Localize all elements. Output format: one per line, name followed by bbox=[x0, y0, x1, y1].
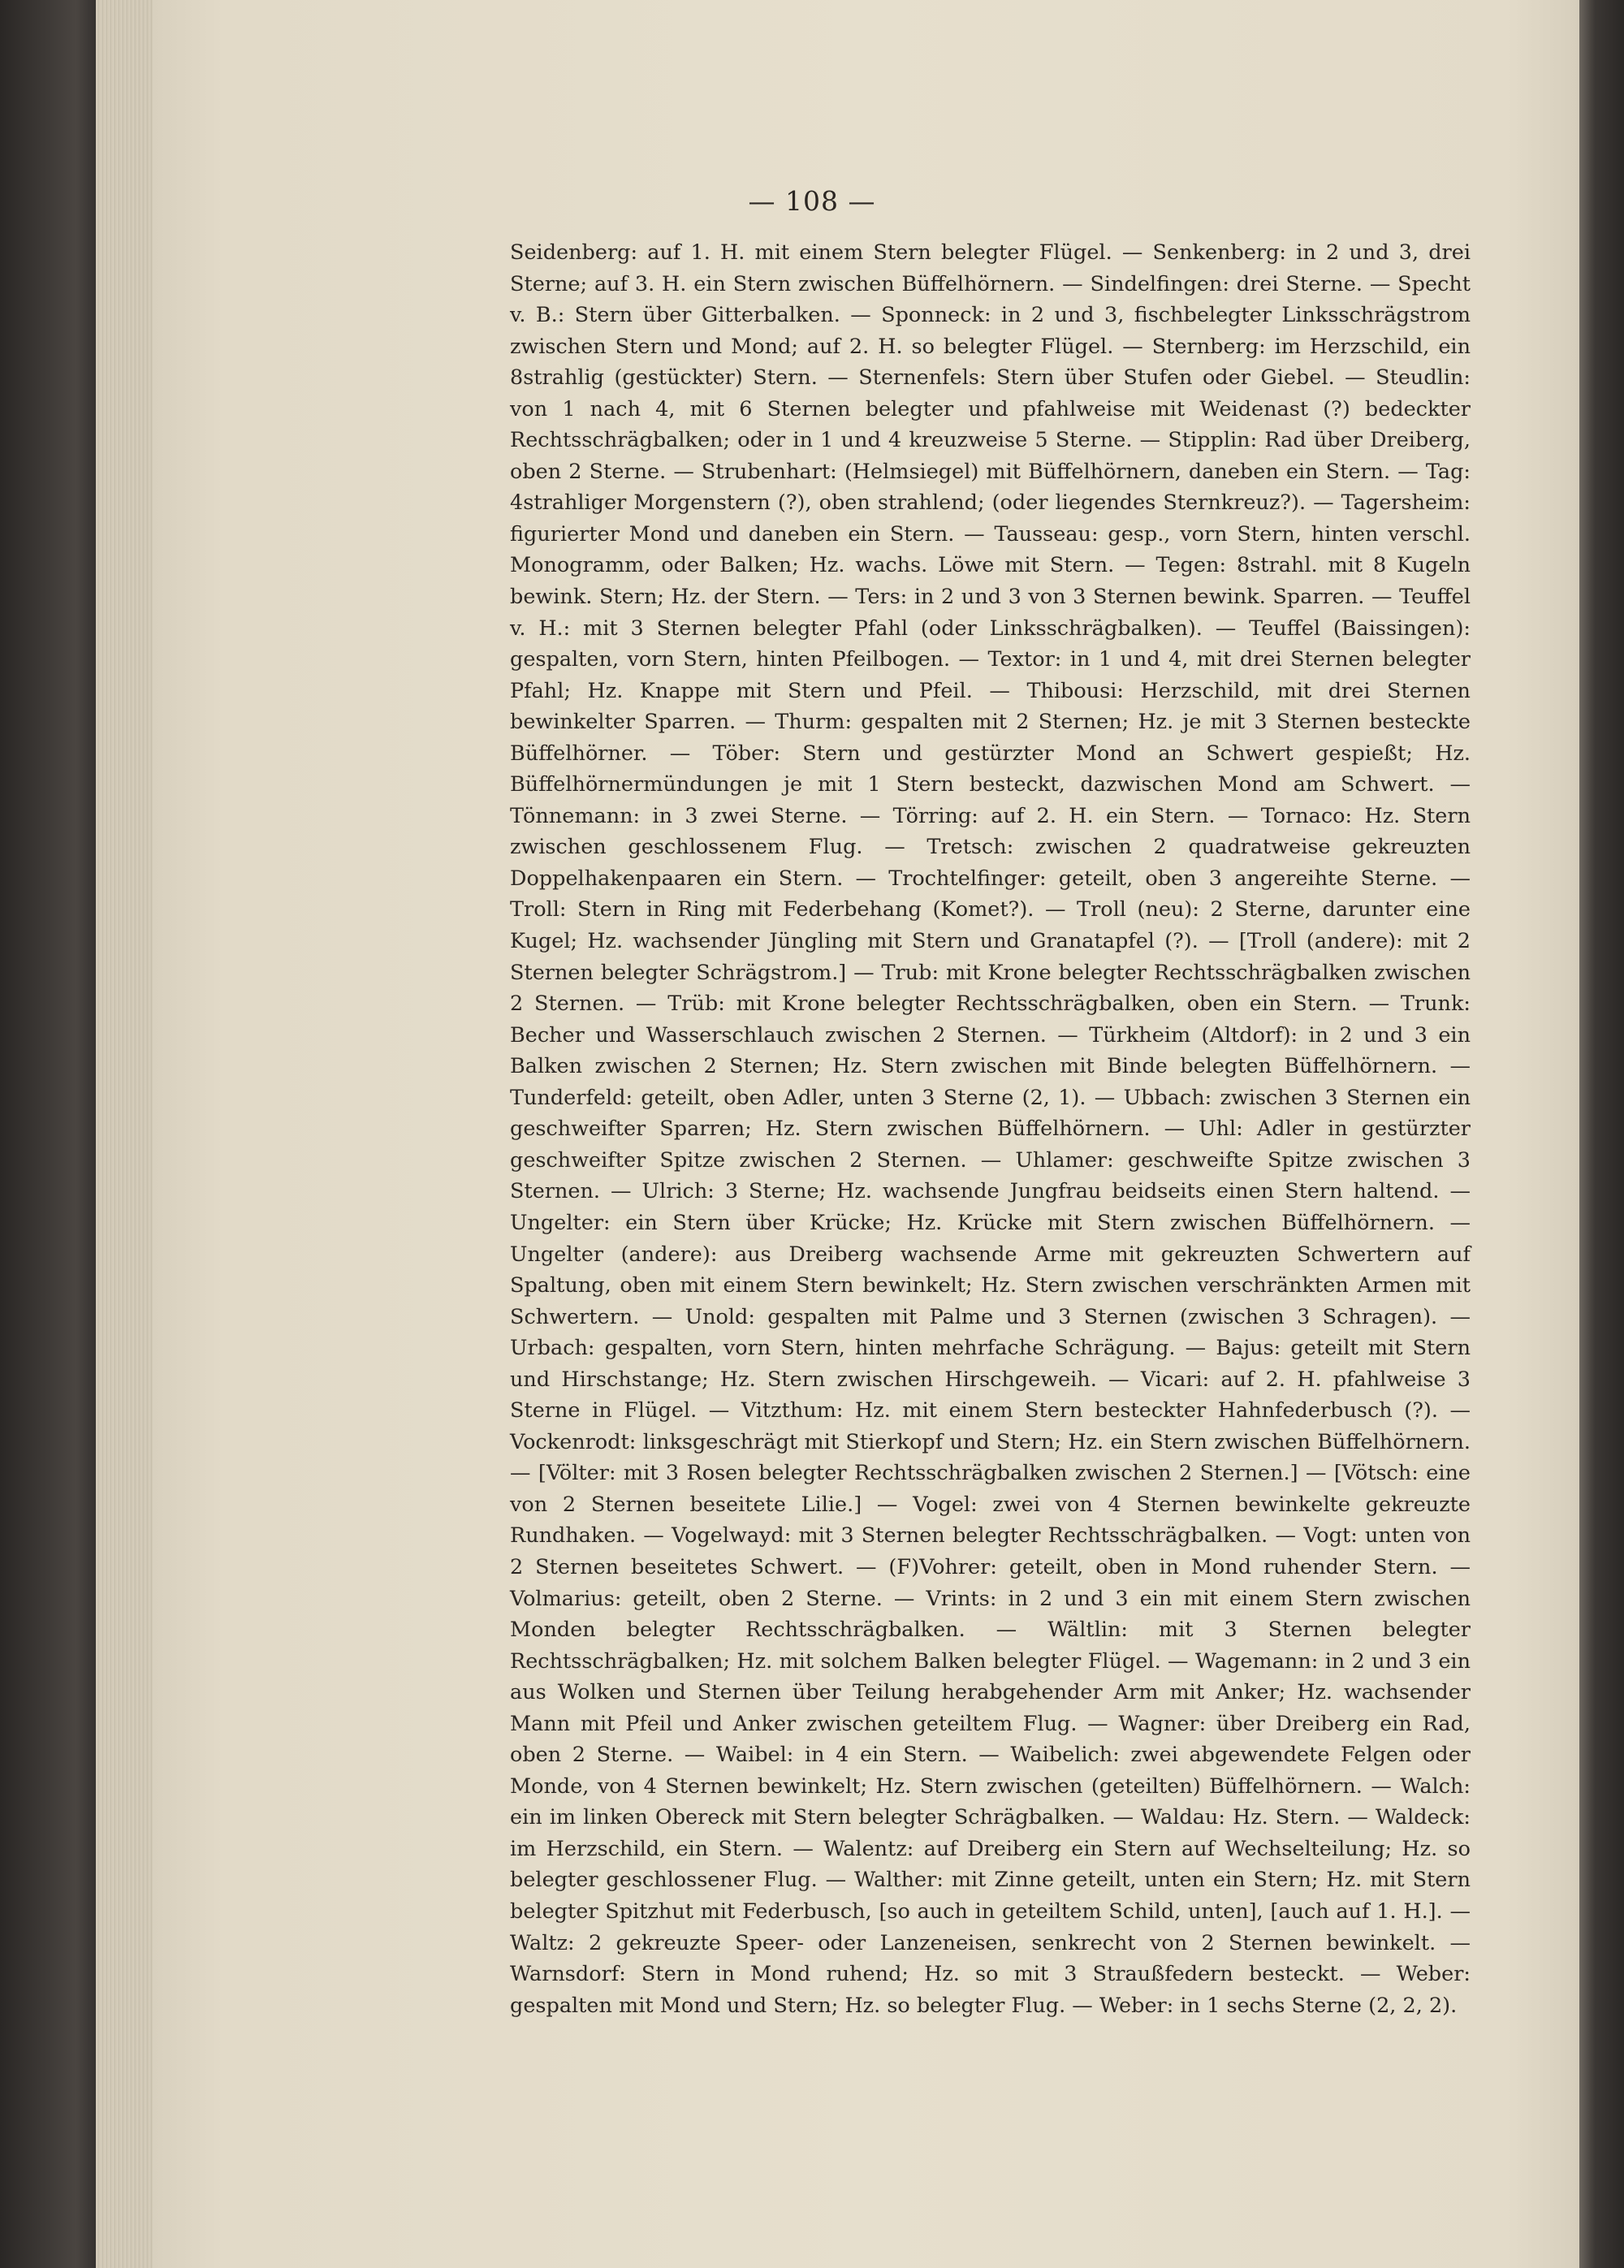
page-number: — 108 — bbox=[748, 185, 876, 217]
body-paragraph: Seidenberg: auf 1. H. mit einem Stern belegter Flügel. — Senkenberg: in 2 und 3, drei Sterne; auf 3. H. ein Stern zwischen Büffelhörnern. — Sindelfingen: drei Sterne. — Specht v. B.: Stern über Gitterbalken. — Sponneck: in 2 und 3, fischbelegter Linksschrägstrom zwischen Stern und Mond; auf 2. H. so belegter Flügel. — Sternberg: im Herzschild, ein 8strahlig (gestückter) Stern. — Sternenfels: Stern über Stufen oder Giebel. — Steudlin: von 1 nach 4, mit 6 Sternen belegter und pfahlweise mit Weidenast (?) bedeckter Rechtsschrägbalken; oder in 1 und 4 kreuzweise 5 Sterne. — Stipplin: Rad über Dreiberg, oben 2 Sterne. — Strubenhart: (Helmsiegel) mit Büffelhörnern, daneben ein Stern. — Tag: 4strahliger Morgenstern (?), oben strahlend; (oder liegendes Sternkreuz?). — Tagersheim: figurierter Mond und daneben ein Stern. — Tausseau: gesp., vorn Stern, hinten verschl. Monogramm, oder Balken; Hz. wachs. Löwe mit Stern. — Tegen: 8strahl. mit 8 Kugeln bewink. Stern; Hz. der Stern. — Ters: in 2 und 3 von 3 Sternen bewink. Sparren. — Teuffel v. H.: mit 3 Sternen belegter Pfahl (oder Linksschrägbalken). — Teuffel (Baissingen): gespalten, vorn Stern, hinten Pfeilbogen. — Textor: in 1 und 4, mit drei Sternen belegter Pfahl; Hz. Knappe mit Stern und Pfeil. — Thibousi: Herzschild, mit drei Sternen bewinkelter Sparren. — Thurm: gespalten mit 2 Sternen; Hz. je mit 3 Sternen besteckte Büffelhörner. — Töber: Stern und gestürzter Mond an Schwert gespießt; Hz. Büffelhörnermündungen je mit 1 Stern besteckt, dazwischen Mond am Schwert. — Tönnemann: in 3 zwei Sterne. — Törring: auf 2. H. ein Stern. — Tornaco: Hz. Stern zwischen geschlossenem Flug. — Tretsch: zwischen 2 quadratweise gekreuzten Doppelhakenpaaren ein Stern. — Trochtelfinger: geteilt, oben 3 angereihte Sterne. — Troll: Stern in Ring mit Federbehang (Komet?). — Troll (neu): 2 Sterne, darunter eine Kugel; Hz. wachsender Jüngling mit Stern und Granatapfel (?). — [Troll (andere): mit 2 Sternen belegter Schrägstrom.] — Trub: mit Krone belegter Rechtsschrägbalken zwischen 2 Sternen. — Trüb: mit Krone belegter Rechtsschrägbalken, oben ein Stern. — Trunk: Becher und Wasserschlauch zwischen 2 Sternen. — Türkheim (Altdorf): in 2 und 3 ein Balken zwischen 2 Sternen; Hz. Stern zwischen mit Binde belegten Büffelhörnern. — Tunderfeld: geteilt, oben Adler, unten 3 Sterne (2, 1). — Ubbach: zwischen 3 Sternen ein geschweifter Sparren; Hz. Stern zwischen Büffelhörnern. — Uhl: Adler in gestürzter geschweifter Spitze zwischen 2 Sternen. — Uhlamer: geschweifte Spitze zwischen 3 Sternen. — Ulrich: 3 Sterne; Hz. wachsende Jungfrau beidseits einen Stern haltend. — Ungelter: ein Stern über Krücke; Hz. Krücke mit Stern zwischen Büffelhörnern. — Ungelter (andere): aus Dreiberg wachsende Arme mit gekreuzten Schwertern auf Spaltung, oben mit einem Stern bewinkelt; Hz. Stern zwischen verschränkten Armen mit Schwertern. — Unold: gespalten mit Palme und 3 Sternen (zwischen 3 Schragen). — Urbach: gespalten, vorn Stern, hinten mehrfache Schrägung. — Bajus: geteilt mit Stern und Hirschstange; Hz. Stern zwischen Hirschgeweih. — Vicari: auf 2. H. pfahlweise 3 Sterne in Flügel. — Vitzthum: Hz. mit einem Stern besteckter Hahnfederbusch (?). — Vockenrodt: linksgeschrägt mit Stierkopf und Stern; Hz. ein Stern zwischen Büffelhörnern. — [Völter: mit 3 Rosen belegter Rechtsschrägbalken zwischen 2 Sternen.] — [Vötsch: eine von 2 Sternen beseitete Lilie.] — Vogel: zwei von 4 Sternen bewinkelte gekreuzte Rundhaken. — Vogelwayd: mit 3 Sternen belegter Rechtsschrägbalken. — Vogt: unten von 2 Sternen beseitetes Schwert. — (F)Vohrer: geteilt, oben in Mond ruhender Stern. — Volmarius: geteilt, oben 2 Sterne. — Vrints: in 2 und 3 ein mit einem Stern zwischen Monden belegter Rechtsschrägbalken. — Wältlin: mit 3 Sternen belegter Rechtsschrägbalken; Hz. mit solchem Balken belegter Flügel. — Wagemann: in 2 und 3 ein aus Wolken und Sternen über Teilung herabgehender Arm mit Anker; Hz. wachsender Mann mit Pfeil und Anker zwischen geteiltem Flug. — Wagner: über Dreiberg ein Rad, oben 2 Sterne. — Waibel: in 4 ein Stern. — Waibelich: zwei abgewendete Felgen oder Monde, von 4 Sternen bewinkelt; Hz. Stern zwischen (geteilten) Büffelhörnern. — Walch: ein im linken Obereck mit Stern belegter Schrägbalken. — Waldau: Hz. Stern. — Waldeck: im Herzschild, ein Stern. — Walentz: auf Dreiberg ein Stern auf Wechselteilung; Hz. so belegter geschlossener Flug. — Walther: mit Zinne geteilt, unten ein Stern; Hz. mit Stern belegter Spitzhut mit Federbusch, [so auch in geteiltem Schild, unten], [auch auf 1. H.]. — Waltz: 2 gekreuzte Speer- oder Lanzeneisen, senkrecht von 2 Sternen bewinkelt. — Warnsdorf: Stern in Mond ruhend; Hz. so mit 3 Straußfedern besteckt. — Weber: gespalten mit Mond und Stern; Hz. so belegter Flug. — Weber: in 1 sechs Sterne (2, 2, 2). bbox=[510, 240, 1471, 2018]
right-edge-strip bbox=[1579, 0, 1624, 2268]
book-binding bbox=[0, 0, 102, 2268]
page-edge-stack bbox=[96, 0, 153, 2268]
body-text-block bbox=[510, 237, 1471, 2021]
